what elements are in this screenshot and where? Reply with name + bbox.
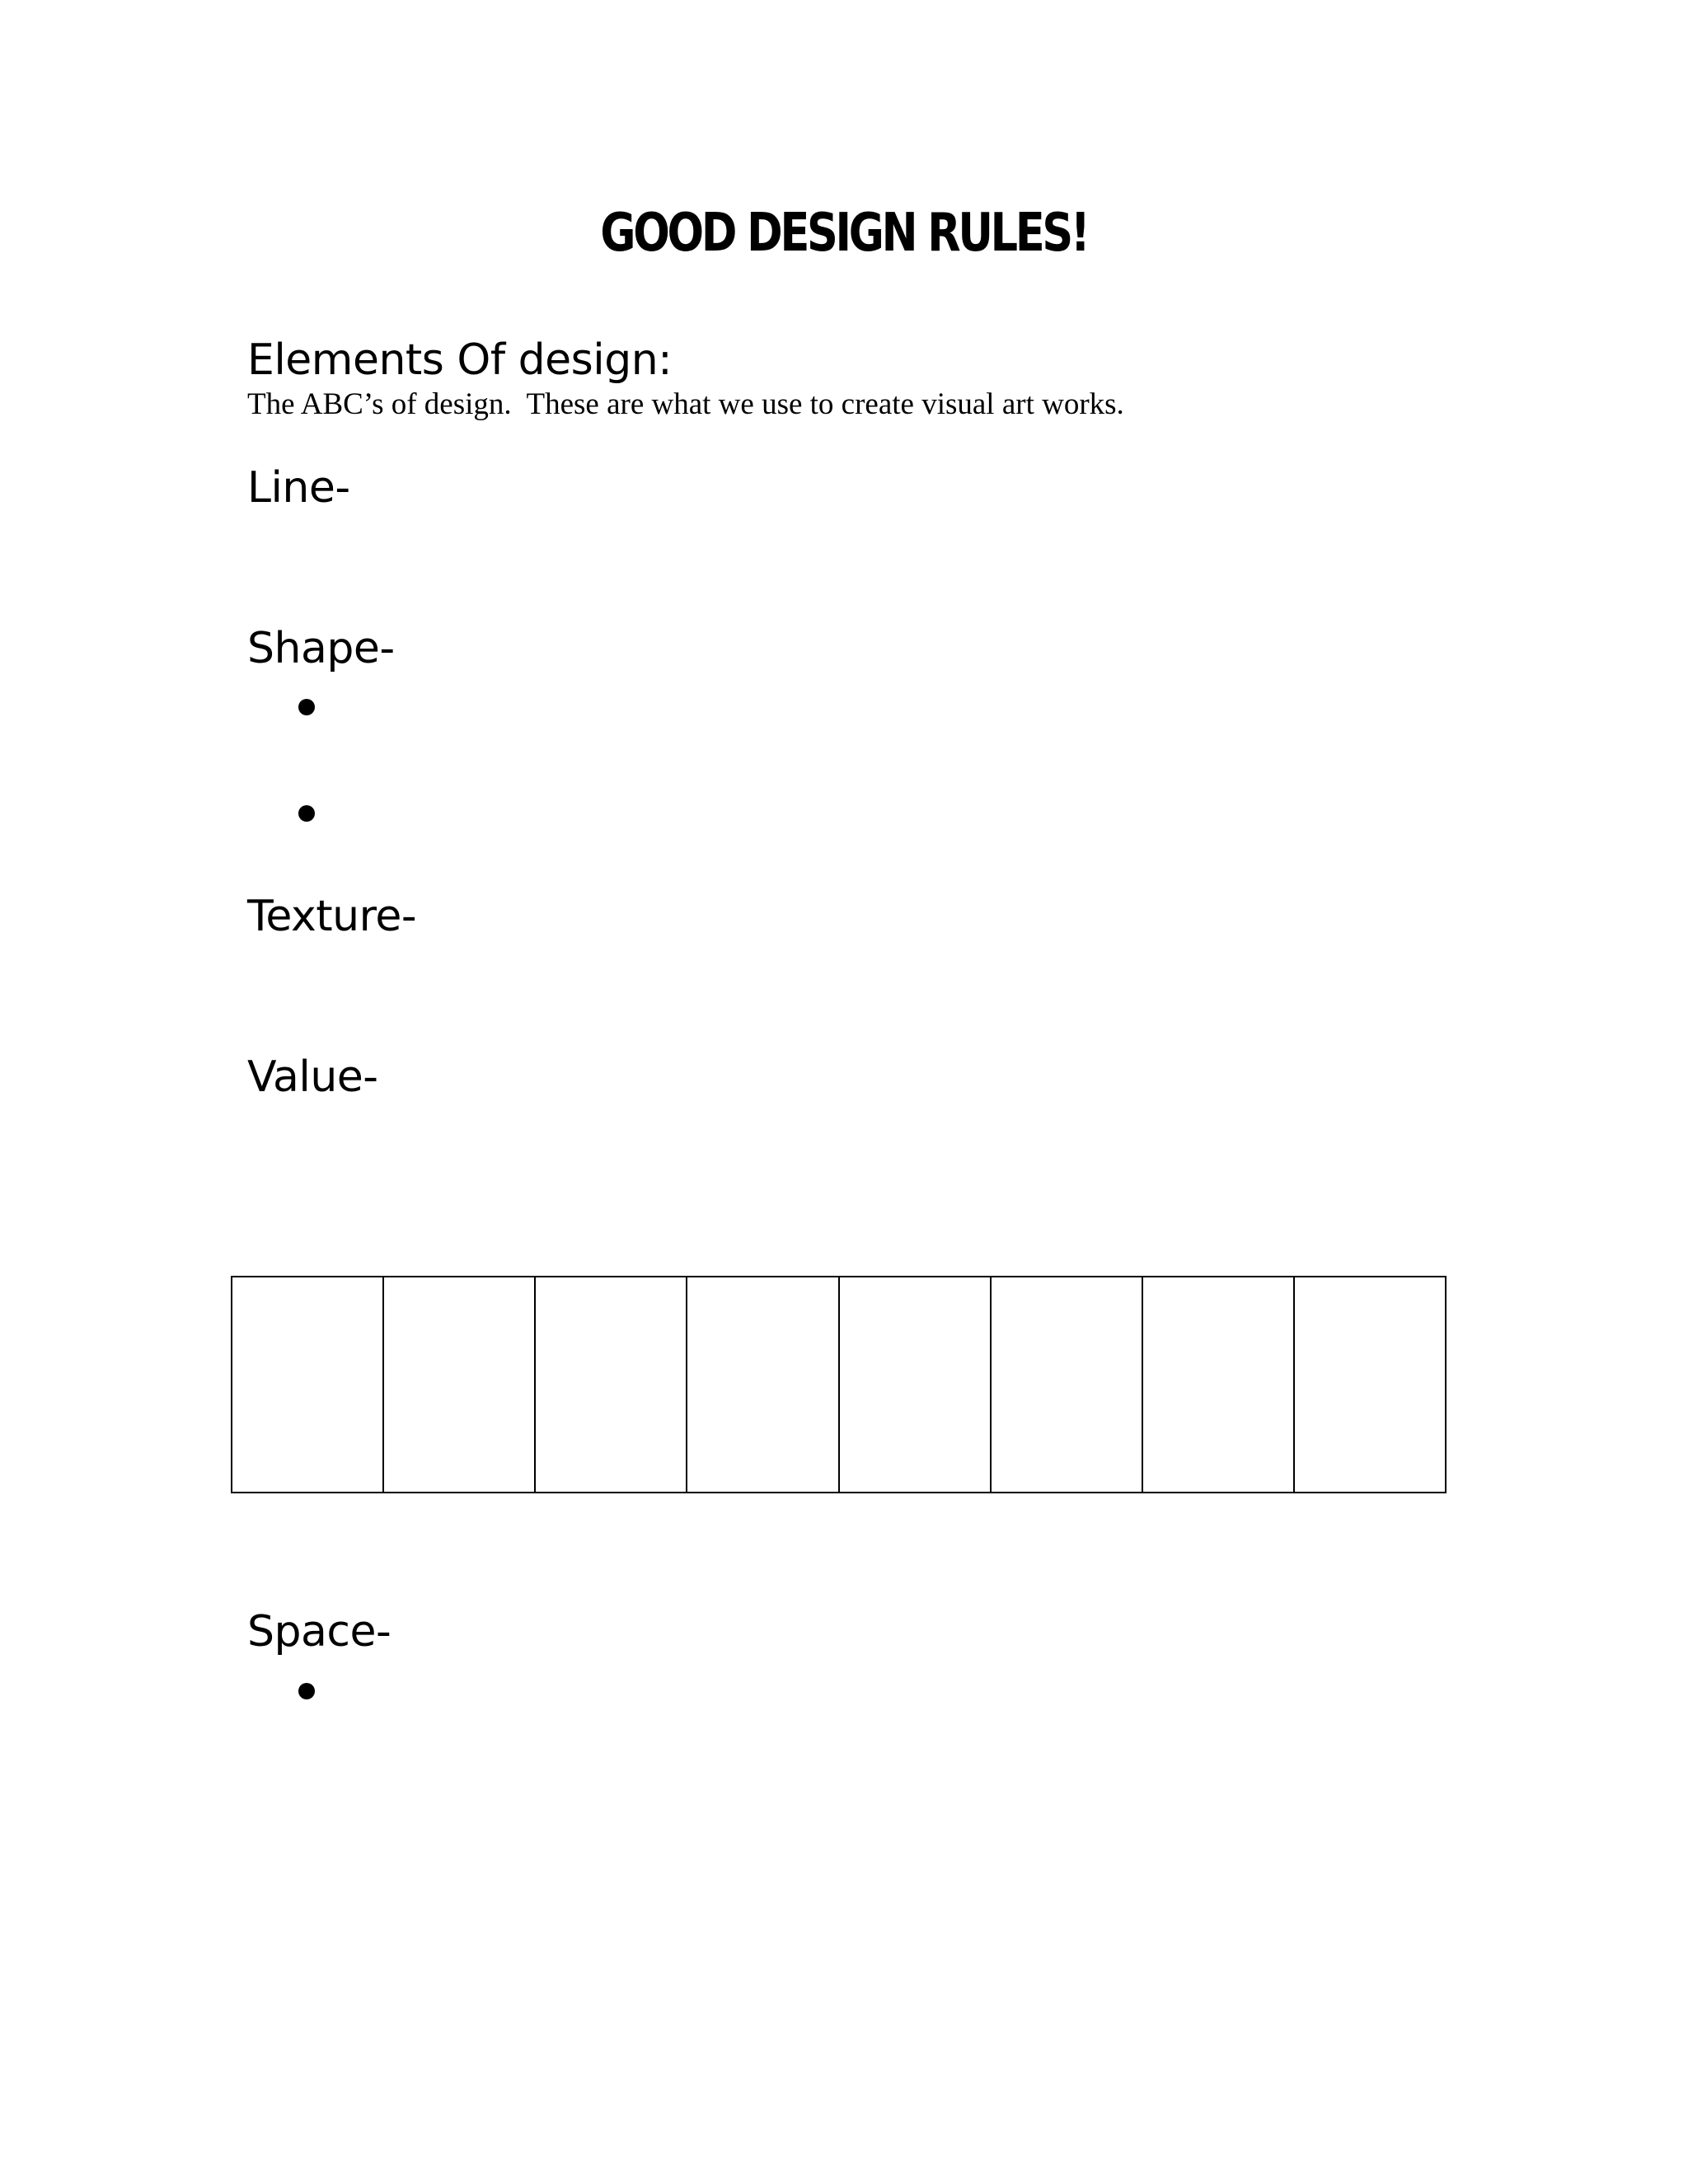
shape-heading: Shape- [247,624,395,673]
value-scale-box [687,1277,839,1492]
value-scale-box [1295,1277,1445,1492]
value-scale-box [1143,1277,1295,1492]
shape-bullet [298,805,315,822]
line-heading: Line- [247,463,350,513]
space-bullet [298,1683,315,1699]
intro-text: The ABC’s of design. These are what we use to create visual art works. [247,387,1124,421]
shape-bullet [298,699,315,715]
value-scale-box [536,1277,687,1492]
value-scale-box [992,1277,1143,1492]
elements-heading: Elements Of design: [247,335,673,385]
value-scale-box [232,1277,384,1492]
value-scale-box [384,1277,536,1492]
page-title: GOOD DESIGN RULES! [600,203,1088,264]
value-heading: Value- [247,1052,378,1102]
texture-heading: Texture- [247,892,417,941]
value-scale-boxes [231,1276,1447,1493]
value-scale-box [840,1277,992,1492]
space-heading: Space- [247,1607,392,1657]
